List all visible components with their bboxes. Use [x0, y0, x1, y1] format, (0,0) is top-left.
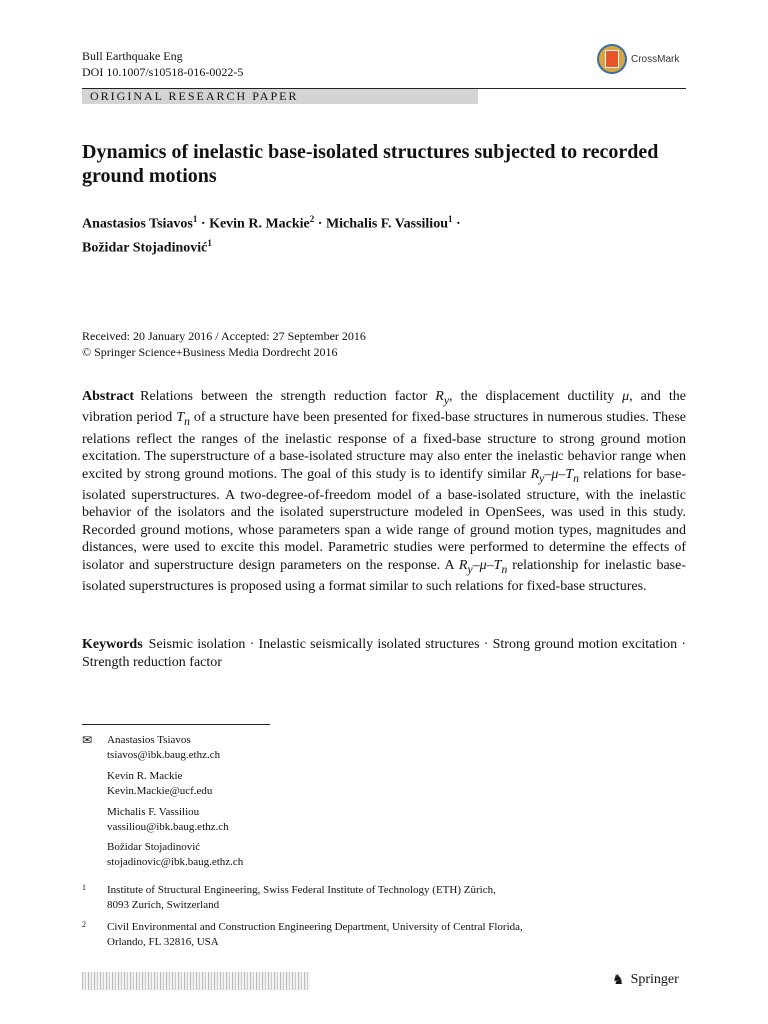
affiliation-line: Civil Environmental and Construction Engineering Department, University of Central Florida, — [107, 921, 523, 933]
contact-email[interactable]: tsiavos@ibk.baug.ethz.ch — [107, 749, 221, 761]
contact-email[interactable]: stojadinovic@ibk.baug.ethz.ch — [107, 856, 244, 868]
affiliation-line: Orlando, FL 32816, USA — [107, 936, 219, 948]
paper-title: Dynamics of inelastic base-isolated structures subjected to recorded ground motions — [82, 141, 659, 187]
math-symbol: μ — [551, 466, 559, 482]
math-symbol: μ — [479, 557, 487, 573]
author-name[interactable]: Božidar Stojadinović — [82, 240, 208, 256]
crossmark-logo[interactable]: CrossMark — [597, 44, 679, 74]
math-dash: – — [544, 466, 552, 482]
keywords-text: Seismic isolation · Inelastic seismically isolated structures · Strong ground motion excitation · Strength reduction factor — [82, 637, 686, 670]
affiliation-number: 2 — [82, 920, 86, 929]
math-dash: – — [472, 557, 480, 573]
math-subscript: n — [573, 471, 579, 485]
math-subscript: n — [501, 562, 508, 576]
math-dash: – — [486, 557, 494, 573]
section-label: ORIGINAL RESEARCH PAPER — [82, 89, 478, 104]
contact-name: Kevin R. Mackie — [107, 770, 183, 782]
math-subscript: y — [467, 562, 473, 576]
contact-entry — [107, 733, 407, 763]
math-subscript: y — [539, 471, 545, 485]
affiliation-text — [107, 920, 667, 950]
abstract-text: relations for base-isolated superstructures. A two-degree-of-freedom model of a base-isolated structure, with the inelastic behavior of the isolators and the isolated superstructure modeled in OpenSees, was used in this study. Recorded ground motions, whose parameters span a wide range of ground motion types, magnitudes and distances, were used to excite this model. Parametric studies were performed to determine the effects of isolator and superstructure design parameters on the response. A — [82, 466, 686, 573]
affiliation — [82, 883, 682, 915]
publisher-name: Springer — [630, 972, 679, 987]
contact-email[interactable]: vassiliou@ibk.baug.ethz.ch — [107, 821, 229, 833]
author-name[interactable]: Kevin R. Mackie — [209, 216, 310, 232]
math-subscript: y — [443, 393, 450, 407]
springer-logo — [612, 972, 679, 988]
affiliation-number: 1 — [82, 883, 86, 892]
affiliation-line: Institute of Structural Engineering, Swiss Federal Institute of Technology (ETH) Zürich, — [107, 884, 496, 896]
footnote-rule — [82, 724, 270, 725]
copyright: © Springer Science+Business Media Dordrecht 2016 — [82, 345, 338, 359]
math-symbol: T — [176, 410, 185, 426]
abstract-text: Relations between the strength reduction factor — [140, 389, 436, 404]
math-symbol: R — [458, 557, 468, 573]
affiliation-text — [107, 883, 667, 913]
author-affiliation: 1 — [447, 214, 453, 224]
author-affiliation: 1 — [207, 237, 212, 248]
math-dash: – — [558, 466, 566, 482]
doi[interactable]: DOI 10.1007/s10518-016-0022-5 — [82, 65, 244, 79]
affiliation-line: 8093 Zurich, Switzerland — [107, 899, 220, 911]
correspondence-block — [82, 733, 482, 873]
math-symbol: R — [435, 389, 444, 404]
crossmark-icon — [597, 44, 627, 74]
author-list: Anastasios Tsiavos$^1$ · Kevin R. Mackie$^2$ · Michalis F. Vassiliou$^1$ · Božidar Stojadinović$^1$ — [82, 214, 461, 256]
affiliation — [82, 920, 682, 952]
math-symbol: R — [530, 466, 540, 482]
keywords-heading: Keywords — [82, 637, 143, 652]
abstract-text: of a structure have been presented for fixed-base structures in numerous studies. These relations reflect the ranges of the inelastic response of a fixed-base structure to strong ground motion excitation. The superstructure of a base-isolated structure may also enter the inelastic behavior range when excited by strong ground motions. The goal of this study is to identify similar — [82, 410, 687, 482]
envelope-icon: ✉ — [82, 733, 93, 747]
received-accepted: Received: 20 January 2016 / Accepted: 27 September 2016 — [82, 329, 366, 343]
contact-name: Božidar Stojadinović — [107, 841, 201, 853]
abstract-text: , and the vibration period — [82, 389, 686, 426]
abstract-heading: Abstract — [82, 389, 135, 404]
author-affiliation: 1 — [192, 214, 198, 224]
math-symbol: μ — [622, 389, 630, 404]
springer-horse-icon: ♞ — [612, 972, 625, 988]
abstract-text: , the displacement ductility — [449, 389, 623, 404]
footer-pattern — [82, 972, 310, 990]
journal-header — [82, 48, 243, 80]
abstract — [82, 388, 686, 596]
author-name[interactable]: Michalis F. Vassiliou — [325, 216, 448, 232]
contact-entry — [107, 769, 407, 799]
math-symbol: T — [565, 466, 574, 482]
publication-dates — [82, 328, 682, 360]
journal-name: Bull Earthquake Eng — [82, 49, 183, 63]
abstract-text: relationship for inelastic base-isolated superstructures is proposed using a format similar to such relations for fixed-base structures. — [82, 557, 686, 595]
contact-entry — [107, 840, 407, 870]
author-name[interactable]: Anastasios Tsiavos — [82, 216, 193, 232]
contact-name: Michalis F. Vassiliou — [107, 806, 200, 818]
contact-entry — [107, 805, 407, 835]
author-affiliation: 2 — [309, 214, 315, 224]
contact-name: Anastasios Tsiavos — [107, 734, 191, 746]
contact-email[interactable]: Kevin.Mackie@ucf.edu — [107, 785, 213, 797]
math-symbol: T — [493, 557, 502, 573]
keywords — [82, 636, 686, 672]
math-subscript: n — [184, 415, 190, 429]
